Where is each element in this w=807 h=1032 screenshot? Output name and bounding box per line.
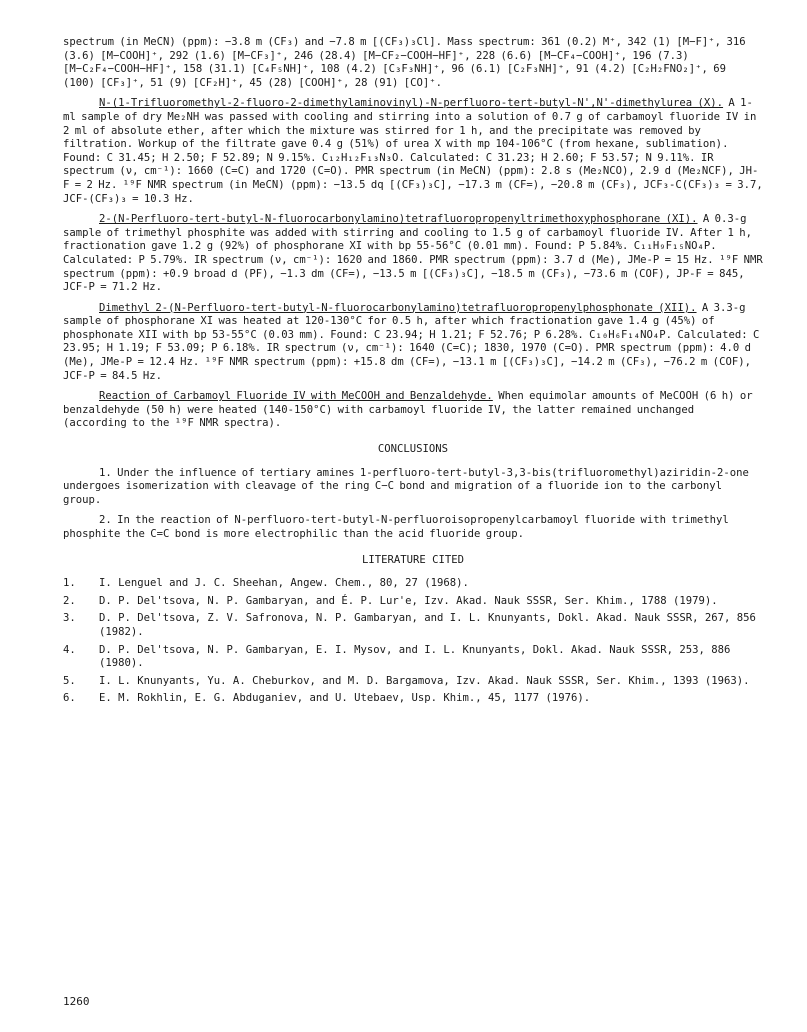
reference-text: D. P. Del'tsova, Z. V. Safronova, N. P. Gambaryan, and I. L. Knunyants, Dokl. Akad. Nauk SSSR, 267, 856 (1982).: [99, 612, 756, 638]
reference-text: D. P. Del'tsova, N. P. Gambaryan, E. I. Mysov, and I. L. Knunyants, Dokl. Akad. Nauk SSSR, 253, 886 (1980).: [99, 643, 731, 670]
page-number: 1260: [63, 995, 90, 1008]
conclusion-item: 2. In the reaction of N-perfluoro-tert-butyl-N-perfluoroisopropenylcarbamoyl fluoride with trimethyl phosphite the C=C bond is more electrophilic than the acid fluoride group.: [63, 514, 729, 540]
paragraph-text: A 0.3-g sample of trimethyl phosphite was added with stirring and cooling to 1.5 g of carbamoyl fluoride IV. After 1 h, fractionation gave 1.2 g (92%) of phosphorane XI with bp 55-56°C (0.01 mm). Found: P 5.84%. C₁₁H₉F₁₅NO₄P. Calculated: P 5.79%. IR spectrum (ν, cm⁻¹): 1620 and 1860. PMR spectrum (ppm): 3.7 d (Me), JMe-P = 15 Hz. ¹⁹F NMR spectrum (ppm): +0.9 broad d (PF), −1.3 dm (CF=), −13.5 m [(CF₃)₃C], −18.5 m (CF₃), −73.6 m (COF), JP-F = 845, JCF-P = 71.2 Hz.: [63, 213, 763, 294]
reference-item: [63, 612, 763, 639]
compound-heading: N-(1-Trifluoromethyl-2-fluoro-2-dimethylaminovinyl)-N-perfluoro-tert-butyl-N',N'-dimethylurea (X).: [99, 97, 724, 110]
reference-number: 3.: [63, 612, 76, 625]
paragraph-text: When equimolar amounts of MeCOOH (6 h) or benzaldehyde (50 h) were heated (140-150°C) with carbamoyl fluoride IV, the latter remained unchanged (according to the ¹⁹F NMR spectra).: [63, 390, 753, 430]
conclusion-item: 1. Under the influence of tertiary amines 1-perfluoro-tert-butyl-3,3-bis(trifluoromethyl)aziridin-2-one undergoes isomerization with cleavage of the ring C−C bond and migration of a fluoride ion to the carbonyl group.: [63, 466, 749, 506]
reaction-paragraph: [63, 390, 763, 431]
reference-number: 5.: [63, 674, 76, 687]
reference-list: [63, 577, 763, 706]
paragraph-text: A 1-ml sample of dry Me₂NH was passed with cooling and stirring into a solution of 0.7 g of carbamoyl fluoride IV in 2 ml of absolute ether, after which the mixture was stirred for 1 h, and the precipitate was removed by filtration. Workup of the filtrate gave 0.4 g (51%) of urea X with mp 104-106°C (from hexane, sublimation). Found: C 31.45; H 2.50; F 52.89; N 9.15%. C₁₂H₁₂F₁₃N₃O. Calculated: C 31.23; H 2.60; F 53.57; N 9.11%. IR spectrum (ν, cm⁻¹): 1660 (C=C) and 1720 (C=O). PMR spectrum (in MeCN) (ppm): 2.8 s (Me₂NCO), 2.9 d (Me₂NCF), JH-F = 2 Hz. ¹⁹F NMR spectrum (in MeCN) (ppm): −13.5 dq [(CF₃)₃C], −17.3 m (CF=), −20.8 m (CF₃), JCF₃-C(CF₃)₃ = 3.7, JCF-(CF₃)₃ = 10.3 Hz.: [63, 97, 763, 205]
paper-page: [63, 36, 763, 710]
reference-number: 1.: [63, 577, 76, 590]
paragraph-text: A 3.3-g sample of phosphorane XI was heated at 120-130°C for 0.5 h, after which fractionation gave 1.4 g (45%) of phosphonate XII with bp 53-55°C (0.03 mm). Found: C 23.94; H 1.21; F 52.76; P 6.28%. C₁₀H₆F₁₄NO₄P. Calculated: C 23.95; H 1.19; F 53.09; P 6.18%. IR spectrum (ν, cm⁻¹): 1640 (C=C); 1830, 1970 (C=O). PMR spectrum (ppm): 4.0 d (Me), JMe-P = 12.4 Hz. ¹⁹F NMR spectrum (ppm): +15.8 dm (CF=), −13.1 m [(CF₃)₃C], −14.2 m (CF₃), −76.2 m (COF), JCF-P = 84.5 Hz.: [63, 301, 760, 382]
compound-heading: Reaction of Carbamoyl Fluoride IV with MeCOOH and Benzaldehyde.: [99, 390, 493, 403]
urea-x-paragraph: [63, 97, 763, 206]
reference-text: E. M. Rokhlin, E. G. Abduganiev, and U. Utebaev, Usp. Khim., 45, 1177 (1976).: [99, 692, 591, 705]
reference-item: [63, 644, 763, 671]
reference-number: 4.: [63, 643, 76, 656]
reference-item: [63, 595, 763, 609]
reference-number: 2.: [63, 594, 76, 607]
literature-heading: LITERATURE CITED: [361, 553, 465, 566]
compound-heading: 2-(N-Perfluoro-tert-butyl-N-fluorocarbonylamino)tetrafluoropropenyltrimethoxyphosphorane (XI).: [99, 213, 698, 226]
paragraph-text: spectrum (in MeCN) (ppm): −3.8 m (CF₃) and −7.8 m [(CF₃)₃Cl]. Mass spectrum: 361 (0.2) M⁺, 342 (1) [M−F]⁺, 316 (3.6) [M−COOH]⁺, 292 (1.6) [M−CF₃]⁺, 246 (28.4) [M−CF₂−COOH−HF]⁺, 228 (6.6) [M−CF₄−COOH]⁺, 196 (7.3) [M−C₂F₄−COOH−HF]⁺, 158 (31.1) [C₄F₅NH]⁺, 108 (4.2) [C₃F₃NH]⁺, 96 (6.1) [C₂F₃NH]⁺, 91 (4.2) [C₂H₂FNO₂]⁺, 69 (100) [CF₃]⁺, 51 (9) [CF₂H]⁺, 45 (28) [COOH]⁺, 28 (91) [CO]⁺.: [63, 36, 746, 89]
reference-text: D. P. Del'tsova, N. P. Gambaryan, and É. P. Lur'e, Izv. Akad. Nauk SSSR, Ser. Khim., 1788 (1979).: [99, 594, 718, 607]
conclusions-heading: CONCLUSIONS: [377, 443, 449, 456]
phosphorane-xi-paragraph: [63, 213, 763, 295]
reference-item: [63, 692, 763, 706]
phosphonate-xii-paragraph: [63, 302, 763, 384]
reference-text: I. Lenguel and J. C. Sheehan, Angew. Chem., 80, 27 (1968).: [99, 577, 469, 590]
reference-item: [63, 675, 763, 689]
compound-heading: Dimethyl 2-(N-Perfluoro-tert-butyl-N-fluorocarbonylamino)tetrafluoropropenylphosphonate (XII).: [99, 301, 697, 314]
reference-item: [63, 577, 763, 591]
reference-number: 6.: [63, 692, 76, 705]
reference-text: I. L. Knunyants, Yu. A. Cheburkov, and M. D. Bargamova, Izv. Akad. Nauk SSSR, Ser. Khim., 1393 (1963).: [99, 674, 750, 687]
mass-spectrum-paragraph: [63, 36, 763, 90]
